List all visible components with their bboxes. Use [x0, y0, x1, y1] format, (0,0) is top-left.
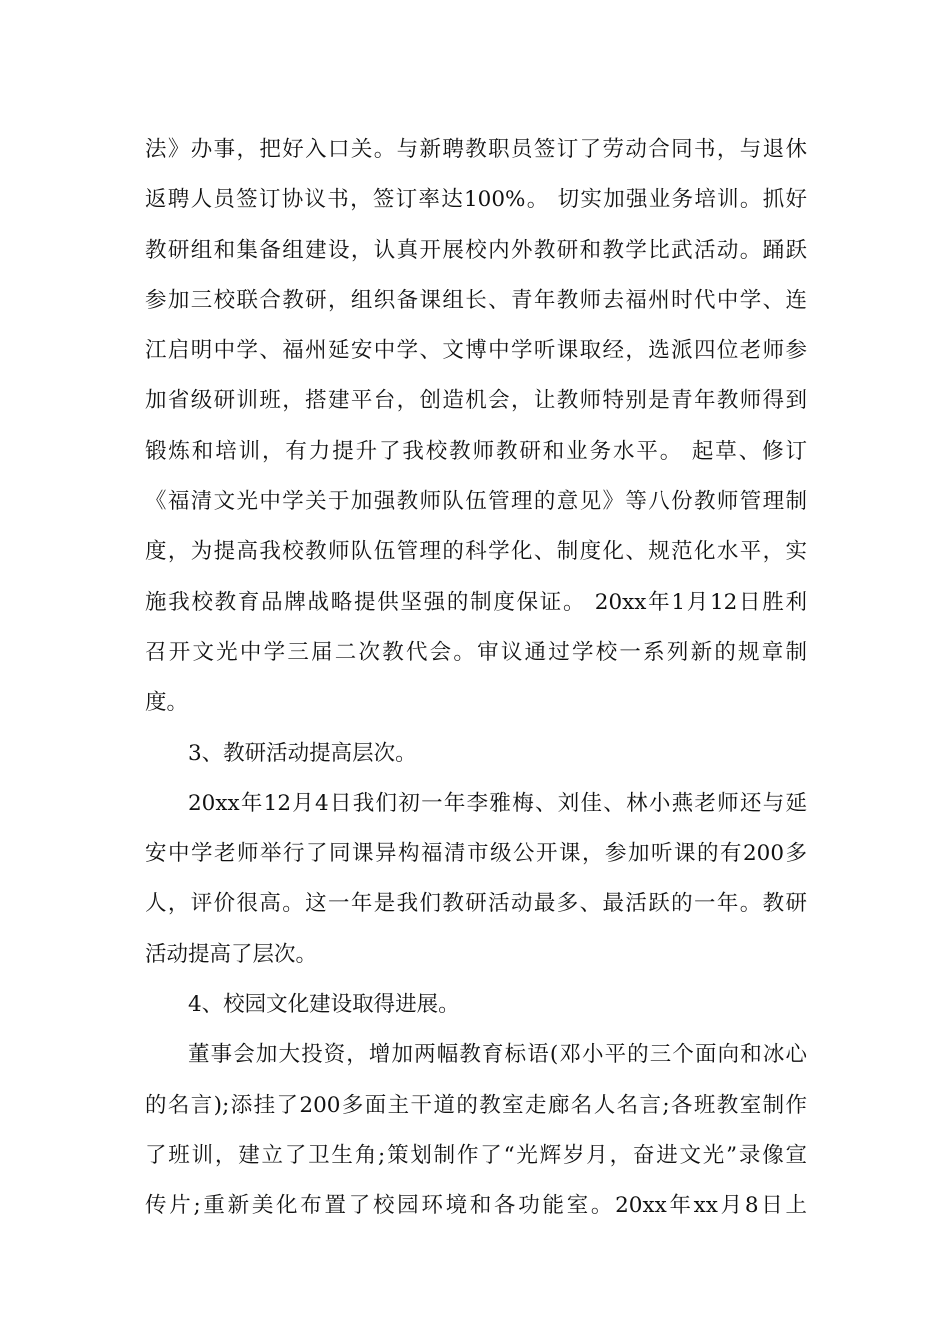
text-line: 返聘人员签订协议书，签订率达100%。 切实加强业务培训。抓好 [145, 187, 807, 213]
body-text [145, 131, 807, 1238]
text-line: 参加三校联合教研，组织备课组长、青年教师去福州时代中学、连 [145, 287, 807, 313]
text-line: 20xx年12月4日我们初一年李雅梅、刘佳、林小燕老师还与延 [188, 790, 807, 816]
text-line: 的名言);添挂了200多面主干道的教室走廊名人名言;各班教室制作 [145, 1092, 807, 1118]
text-line: 人，评价很高。这一年是我们教研活动最多、最活跃的一年。教研 [145, 891, 807, 917]
text-line: 度，为提高我校教师队伍管理的科学化、制度化、规范化水平，实 [145, 539, 807, 565]
text-line: 锻炼和培训，有力提升了我校教师教研和业务水平。 起草、修订 [145, 438, 807, 464]
text-line: 3、教研活动提高层次。 [188, 740, 417, 766]
text-line: 《福清文光中学关于加强教师队伍管理的意见》等八份教师管理制 [145, 489, 807, 515]
text-line: 召开文光中学三届二次教代会。审议通过学校一系列新的规章制 [145, 639, 807, 665]
text-line: 董事会加大投资，增加两幅教育标语(邓小平的三个面向和冰心 [188, 1042, 807, 1068]
text-line: 了班训，建立了卫生角;策划制作了“光辉岁月，奋进文光”录像宣 [145, 1142, 807, 1168]
text-line: 施我校教育品牌战略提供坚强的制度保证。 20xx年1月12日胜利 [145, 589, 807, 615]
text-line: 度。 [145, 690, 189, 716]
text-line: 教研组和集备组建设，认真开展校内外教研和教学比武活动。踊跃 [145, 237, 807, 263]
text-line: 安中学老师举行了同课异构福清市级公开课，参加听课的有200多 [145, 841, 807, 867]
text-line: 加省级研训班，搭建平台，创造机会，让教师特别是青年教师得到 [145, 388, 807, 414]
text-line: 江启明中学、福州延安中学、文博中学听课取经，选派四位老师参 [145, 338, 807, 364]
text-line: 4、校园文化建设取得进展。 [188, 992, 460, 1018]
text-line: 活动提高了层次。 [145, 941, 318, 967]
text-line: 传片;重新美化布置了校园环境和各功能室。20xx年xx月8日上 [145, 1193, 807, 1219]
text-line: 法》办事，把好入口关。与新聘教职员签订了劳动合同书，与退休 [145, 137, 807, 162]
